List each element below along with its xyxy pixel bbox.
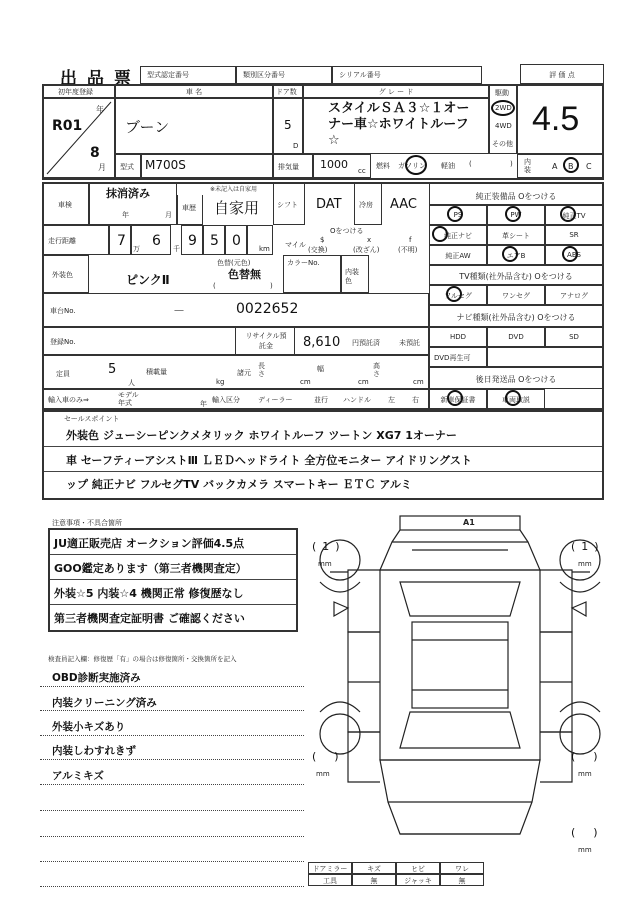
load-unit: kg	[216, 378, 225, 386]
inspector-line-2: 内装クリーニング済み	[52, 697, 157, 709]
import-dealer: ディーラー	[258, 396, 293, 404]
opt-unknown: (不明)	[398, 246, 418, 254]
grade-label-cell: グ レ ー ド	[303, 85, 489, 98]
certificate-no-box: 型式認定番号	[140, 66, 236, 84]
shift-value: DAT	[316, 197, 342, 212]
interior-b-circle	[563, 157, 579, 173]
inspector-line-1: OBD診断実施済み	[52, 672, 141, 684]
later-manual-circle	[505, 390, 521, 406]
equip-sr: SR	[545, 225, 603, 245]
equip-pw: PW	[487, 205, 545, 225]
height-label: 高さ	[373, 362, 380, 378]
unit-km: km	[259, 245, 270, 253]
notes-label: 注意事項・不具合箇所	[52, 519, 122, 527]
first-reg-year: R01	[52, 118, 83, 134]
unit-sen: 千	[173, 245, 180, 253]
mm-front-right: mm	[578, 560, 592, 568]
navi-title-cell: ナビ種類(社外品含む) Oをつける	[429, 305, 603, 327]
recycle-unpaid: 未預託	[399, 339, 420, 347]
model-year-label: モデル年式	[118, 391, 139, 407]
mileage-digit-0: 7	[109, 225, 131, 255]
recycle-status: 円預託済	[352, 339, 380, 347]
interior-b: B	[568, 162, 574, 171]
mm-rear-left: mm	[316, 770, 330, 778]
load-label: 積載量	[146, 368, 167, 376]
model-value: M700S	[145, 158, 186, 172]
capacity-label-cell: 定員	[43, 355, 429, 389]
unit-man: 万	[133, 245, 140, 253]
fuel-gasoline: ガソリン	[398, 162, 426, 170]
handle-right: 右	[412, 396, 419, 404]
chassis-dash: －	[173, 304, 186, 318]
first-reg-month: 8	[90, 145, 100, 161]
interior-label: 内装	[524, 158, 531, 174]
recycle-label-cell: リサイクル預託金	[235, 327, 295, 355]
shaken-value: 抹消済み	[106, 187, 150, 200]
fuel-diesel: 軽油	[441, 162, 455, 170]
legend-h-2: ヒビ	[396, 862, 440, 874]
opt-altered: (改ざん)	[353, 246, 380, 254]
inspector-rule-9	[40, 886, 304, 887]
later-manual: 車両取説	[487, 389, 545, 409]
drive-other: その他	[492, 140, 513, 148]
width-unit: cm	[358, 378, 369, 386]
inspector-rule-7	[40, 836, 304, 837]
year-mark: 年	[96, 105, 104, 114]
mileage-digit-2: 9	[181, 225, 203, 255]
sales-line-3: ップ 純正ナビ フルセグTV バックカメラ スマートキー ＥＴＣ アルミ	[66, 478, 412, 491]
equipment-title-cell: 純正装備品 Oをつける	[429, 183, 603, 205]
history-label-cell: 車歴	[177, 195, 203, 225]
color-no-cell: カラーNo.	[283, 255, 341, 293]
registration-label-cell: 登録No.	[43, 327, 429, 355]
height-unit: cm	[413, 378, 424, 386]
mile-label: マイル	[285, 241, 306, 249]
tv-fullseg: フルセグ	[429, 285, 487, 305]
bracket-front-right: ( 1 )	[571, 540, 599, 553]
mm-front-left: mm	[318, 560, 332, 568]
displacement-value: 1000	[320, 158, 348, 171]
drive-2wd-circle	[491, 100, 515, 116]
cc-unit: cc	[358, 167, 366, 175]
equip-abs: ABS	[545, 245, 603, 265]
a1-mark: A1	[463, 518, 475, 527]
shaken-label-cell: 車検	[43, 183, 89, 225]
history-note: ※未記入は自家用	[210, 186, 258, 193]
displacement-label-cell: 排気量	[273, 154, 313, 178]
repaint-label: 色替(元色)	[217, 259, 251, 267]
repaint-paren-close: )	[270, 282, 273, 290]
model-label-cell: 型式	[115, 154, 141, 178]
import-division: 輸入区分	[212, 396, 240, 404]
legend-r-0: 工具	[308, 874, 352, 886]
inspector-rule-8	[40, 861, 304, 862]
dvd-play: DVD再生可	[429, 347, 487, 367]
inspector-rule-6	[40, 810, 304, 811]
sales-rule-2	[44, 471, 602, 472]
shaken-year: 年	[122, 211, 129, 219]
length-unit: cm	[300, 378, 311, 386]
drive-label: 駆動	[495, 89, 509, 97]
later-warranty-circle	[447, 390, 463, 406]
mm-rear-right: mm	[578, 770, 592, 778]
mileage-mark-label: Oをつける	[330, 227, 364, 235]
equip-leather: 革シート	[487, 225, 545, 245]
legend-r-1: 無	[352, 874, 396, 886]
inspector-rule-2	[40, 710, 304, 711]
equip-ps-circle	[447, 206, 463, 222]
equip-tv-circle	[560, 206, 576, 222]
ac-value: AAC	[390, 197, 417, 212]
fuel-paren-open: (	[469, 160, 472, 168]
tv-analog: アナログ	[545, 285, 603, 305]
chassis-value: 0022652	[236, 301, 299, 317]
legend-h-0: ドアミラー	[308, 862, 352, 874]
color-label-cell: 外装色	[43, 255, 89, 293]
dims-label: 諸元	[237, 369, 251, 377]
length-label: 長さ	[258, 362, 265, 378]
navi-sd: SD	[545, 327, 603, 347]
tv-oneseg: ワンセグ	[487, 285, 545, 305]
capacity-value: 5	[108, 362, 117, 377]
inspector-line-5: アルミキズ	[52, 770, 104, 782]
first-reg-label-cell: 初年度登録	[43, 85, 115, 98]
drive-2wd: 2WD	[495, 104, 512, 112]
mileage-digit-3: 5	[203, 225, 225, 255]
bracket-rear-right: ( )	[571, 750, 598, 763]
sales-rule-1	[44, 446, 602, 447]
mm-bottom-right: mm	[578, 846, 592, 854]
sales-line-1: 外装色 ジューシーピンクメタリック ホワイトルーフ ツートン XG7 1オーナー	[66, 429, 457, 442]
legend-r-3: 無	[440, 874, 484, 886]
drive-4wd: 4WD	[495, 122, 512, 130]
width-label: 幅	[317, 365, 324, 373]
mileage-digit-4: 0	[225, 225, 247, 255]
equip-navi: 純正ナビ	[429, 225, 487, 245]
tv-title-cell: TV種類(社外品含む) Oをつける	[429, 265, 603, 285]
interior-c: C	[586, 162, 592, 171]
note-rule-1	[50, 554, 296, 555]
opt-exchange: (交換)	[308, 246, 328, 254]
recycle-value: 8,610	[303, 335, 341, 350]
legend-h-1: キズ	[352, 862, 396, 874]
opt-altered-sym: x	[367, 236, 372, 244]
fuel-gasoline-circle	[405, 155, 427, 175]
evaluation-header: 評 価 点	[520, 64, 604, 84]
note-line-4: 第三者機関査定証明書 ご確認ください	[54, 612, 245, 625]
equip-navi-circle	[432, 226, 448, 242]
bracket-bottom-right: ( )	[571, 826, 598, 839]
sales-points-label: セールスポイント	[64, 415, 120, 423]
equip-airbag: エアB	[487, 245, 545, 265]
equip-pw-circle	[505, 206, 521, 222]
ac-label-cell: 冷房	[354, 183, 382, 225]
later-warranty: 新車保証書	[429, 389, 487, 409]
vehicle-name: ブーン	[125, 118, 170, 136]
opt-exchange-sym: $	[320, 236, 325, 244]
mileage-digit-1: 6	[131, 225, 171, 255]
inspector-line-4: 内装しわすれきず	[52, 745, 136, 757]
grade-value: スタイルＳＡ３☆１オーナー車☆ホワイトルーフ☆	[328, 101, 470, 148]
opt-unknown-sym: f	[409, 236, 412, 244]
equip-tv: 純正TV	[545, 205, 603, 225]
evaluation-score: 4.5	[532, 100, 580, 138]
note-line-3: 外装☆5 内装☆4 機関正常 修復歴なし	[54, 587, 244, 600]
name-label-cell: 車 名	[115, 85, 273, 98]
equip-abs-circle	[562, 246, 578, 262]
note-rule-3	[50, 604, 296, 605]
color-value: ピンクⅡ	[126, 273, 170, 287]
inspector-label: 検査員記入欄：修復歴「有」の場合は修復箇所・交換箇所を記入	[48, 655, 237, 663]
shift-label-cell: シフト	[273, 183, 305, 225]
shaken-month: 月	[165, 211, 172, 219]
navi-hdd: HDD	[429, 327, 487, 347]
fuel-label: 燃料	[376, 162, 390, 170]
sales-line-2: 車 セーフティーアシストⅢ ＬＥＤヘッドライト 全方位モニター アイドリングスト	[66, 454, 472, 467]
repaint-value: 色替無	[228, 268, 261, 281]
equip-airbag-circle	[502, 246, 518, 262]
int-color-cell: 内装色	[341, 255, 369, 293]
legend-r-2: ジャッキ	[396, 874, 440, 886]
fuel-paren-close: )	[510, 160, 513, 168]
doors-label-cell: ドア数	[273, 85, 303, 98]
inspector-rule-4	[40, 759, 304, 760]
inspector-line-3: 外装小キズあり	[52, 721, 126, 733]
page-title: 出 品 票	[60, 69, 133, 89]
model-year-unit: 年	[200, 400, 207, 408]
later-title-cell: 後日発送品 Oをつける	[429, 367, 603, 389]
door-suffix: D	[293, 142, 299, 150]
inspector-rule-1	[40, 686, 304, 687]
month-mark: 月	[98, 163, 106, 172]
handle-label: ハンドル	[343, 396, 371, 404]
dvd-blank	[487, 347, 603, 367]
inspector-rule-5	[40, 784, 304, 785]
history-value: 自家用	[214, 199, 260, 217]
bracket-rear-left: ( )	[312, 750, 339, 763]
serial-no-box: シリアル番号	[332, 66, 482, 84]
legend-h-3: ワレ	[440, 862, 484, 874]
inspector-rule-3	[40, 735, 304, 736]
note-line-1: JU適正販売店 オークション評価4.5点	[54, 537, 245, 550]
navi-dvd: DVD	[487, 327, 545, 347]
handle-left: 左	[388, 396, 395, 404]
mileage-label-cell: 走行距離	[43, 225, 109, 255]
note-rule-2	[50, 579, 296, 580]
equip-ps: PS	[429, 205, 487, 225]
category-no-box: 類別区分番号	[236, 66, 332, 84]
equip-aw: 純正AW	[429, 245, 487, 265]
import-row: 輸入車のみ⇒	[43, 389, 429, 409]
chassis-label-cell: 車台No.	[43, 293, 429, 327]
capacity-unit: 人	[128, 379, 135, 387]
import-parallel: 並行	[314, 396, 328, 404]
interior-a: A	[552, 162, 558, 171]
bracket-front-left: ( 1 )	[312, 540, 340, 553]
doors-value: 5	[284, 118, 292, 132]
car-diagram	[300, 512, 620, 852]
note-line-2: GOO鑑定あります（第三者機関査定）	[54, 562, 247, 575]
repaint-paren-open: (	[213, 282, 216, 290]
tv-fullseg-circle	[446, 286, 462, 302]
